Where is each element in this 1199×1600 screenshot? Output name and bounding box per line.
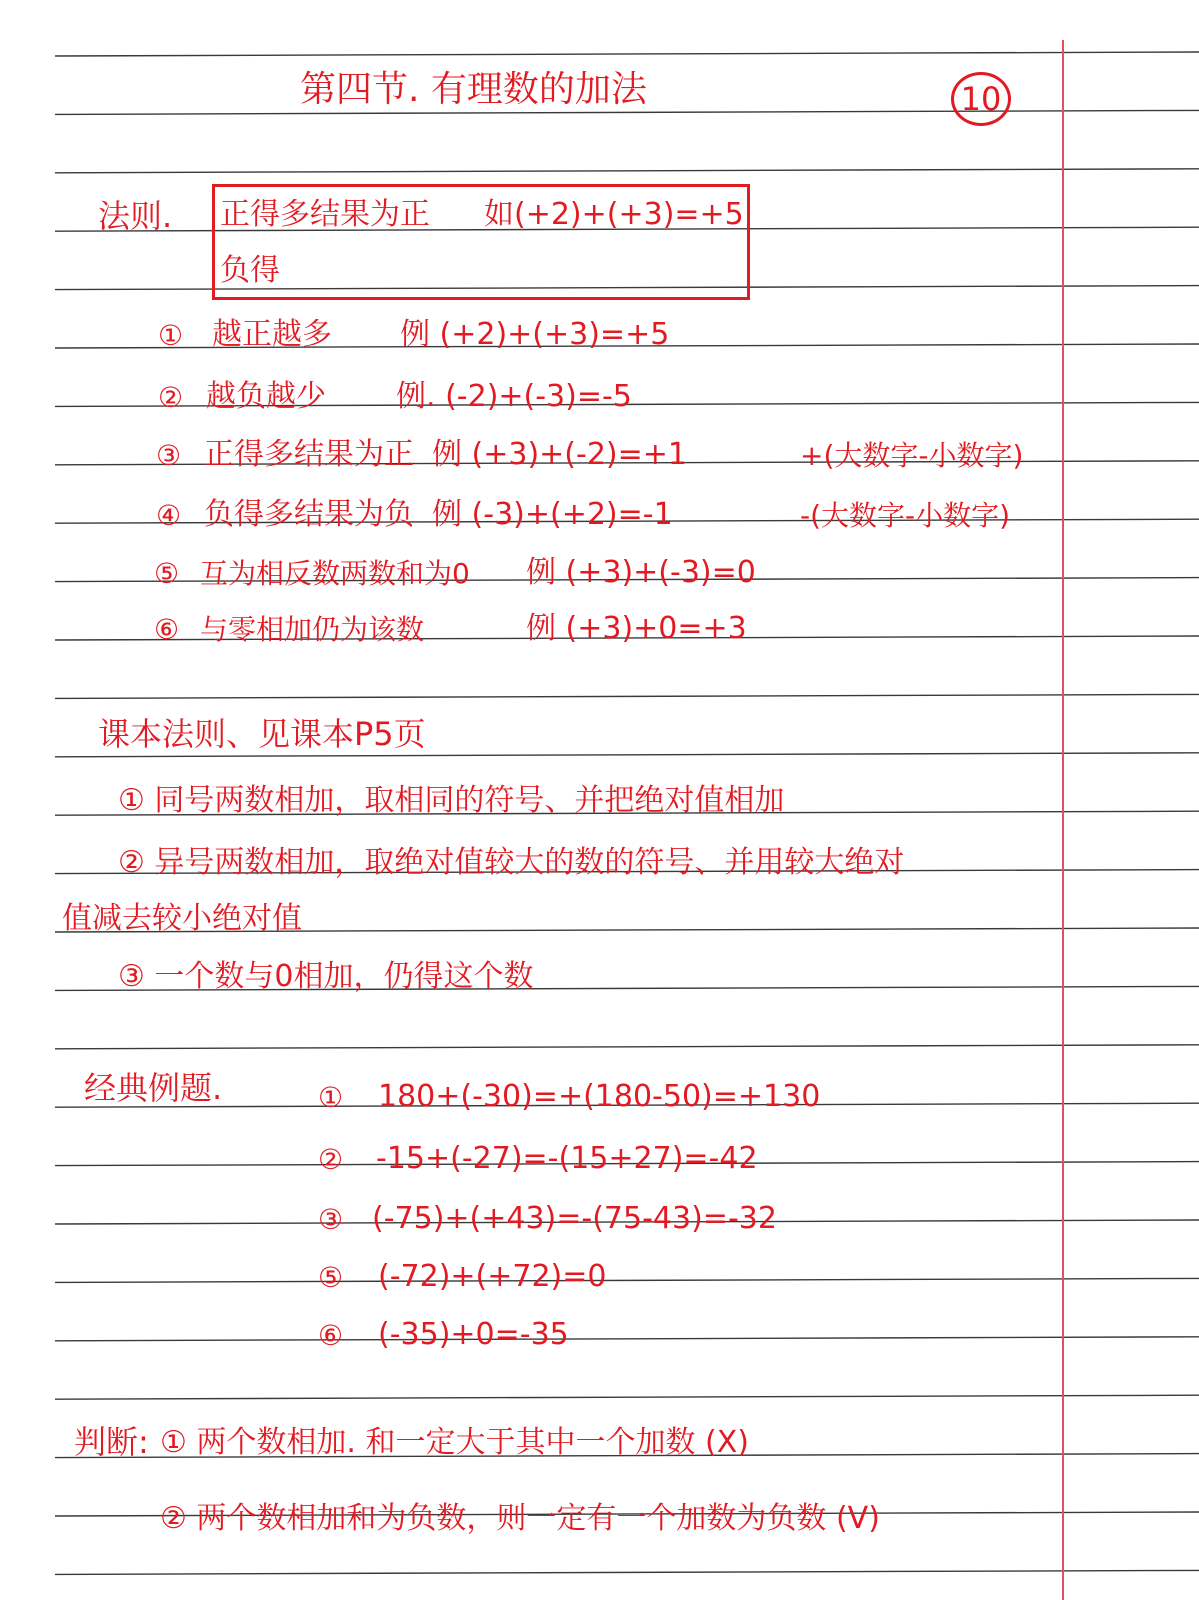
ruled-line: [55, 1278, 1199, 1282]
example-3-num: ③: [318, 1203, 344, 1236]
rule-item-6-num: ⑥: [154, 613, 180, 646]
rule-item-2-rule: 越负越少: [206, 379, 326, 414]
textbook-line-3: ③ 一个数与0相加，仍得这个数: [118, 959, 534, 994]
judge-label: 判断:: [74, 1423, 149, 1461]
ruled-line: [55, 1045, 1199, 1049]
ruled-line: [55, 694, 1199, 698]
rule-item-6-rule: 与零相加仍为该数: [200, 613, 425, 646]
example-3-expr: (-75)+(+43)=-(75-43)=-32: [372, 1201, 777, 1236]
rule-item-1-num: ①: [158, 319, 184, 352]
rule-item-2-example: 例. (-2)+(-3)=-5: [396, 379, 632, 414]
example-5-expr: (-35)+0=-35: [378, 1317, 569, 1352]
rule-item-5-example: 例 (+3)+(-3)=0: [526, 555, 756, 590]
rule-item-3-note: +(大数字-小数字): [800, 439, 1024, 472]
example-5-num: ⑥: [318, 1319, 344, 1352]
judge-line-2: ② 两个数相加和为负数，则一定有一个加数为负数 (V): [160, 1501, 880, 1536]
rule-box-line2: 负得: [220, 253, 280, 288]
ruled-line: [55, 169, 1199, 173]
ruled-line: [55, 1570, 1199, 1574]
rule-label: 法则.: [98, 197, 173, 235]
rule-item-3-rule: 正得多结果为正: [204, 437, 414, 472]
textbook-line-1: ① 同号两数相加，取相同的符号、并把绝对值相加: [118, 783, 785, 818]
rule-box-line1: 正得多结果为正: [220, 197, 430, 232]
rule-item-6-example: 例 (+3)+0=+3: [526, 611, 747, 646]
rule-item-4-num: ④: [156, 499, 182, 532]
example-4-expr: (-72)+(+72)=0: [378, 1259, 607, 1294]
ruled-line: [55, 110, 1199, 114]
page-title: 第四节. 有理数的加法: [300, 69, 647, 110]
rule-item-3-example: 例 (+3)+(-2)=+1: [432, 437, 687, 472]
textbook-line-2: ② 异号两数相加，取绝对值较大的数的符号、并用较大绝对: [118, 845, 905, 880]
rule-box-example: 如(+2)+(+3)=+5: [484, 197, 744, 232]
rule-item-3-num: ③: [156, 439, 182, 472]
rule-item-5-num: ⑤: [154, 557, 180, 590]
judge-line-1: ① 两个数相加. 和一定大于其中一个加数 (X): [160, 1425, 749, 1460]
rule-item-4-rule: 负得多结果为负: [204, 497, 414, 532]
ruled-line: [55, 52, 1199, 56]
example-1-num: ①: [318, 1081, 344, 1114]
ruled-line: [55, 1337, 1199, 1341]
rule-item-1-example: 例 (+2)+(+3)=+5: [400, 317, 670, 352]
example-4-num: ⑤: [318, 1261, 344, 1294]
textbook-line-2-cont: 值减去较小绝对值: [62, 901, 302, 936]
example-1-expr: 180+(-30)=+(180-50)=+130: [378, 1079, 821, 1114]
examples-label: 经典例题.: [84, 1069, 223, 1107]
example-2-num: ②: [318, 1143, 344, 1176]
textbook-heading: 课本法则、见课本P5页: [98, 715, 426, 753]
ruled-line: [55, 753, 1199, 757]
example-2-expr: -15+(-27)=-(15+27)=-42: [376, 1141, 758, 1176]
page-number: 10: [951, 72, 1011, 126]
rule-item-4-example: 例 (-3)+(+2)=-1: [432, 497, 673, 532]
margin-line: [1062, 40, 1064, 1600]
ruled-line: [55, 1395, 1199, 1399]
rule-item-2-num: ②: [158, 381, 184, 414]
rule-item-1-rule: 越正越多: [212, 317, 332, 352]
rule-item-4-note: -(大数字-小数字): [800, 499, 1011, 532]
rule-item-5-rule: 互为相反数两数和为0: [200, 557, 470, 590]
